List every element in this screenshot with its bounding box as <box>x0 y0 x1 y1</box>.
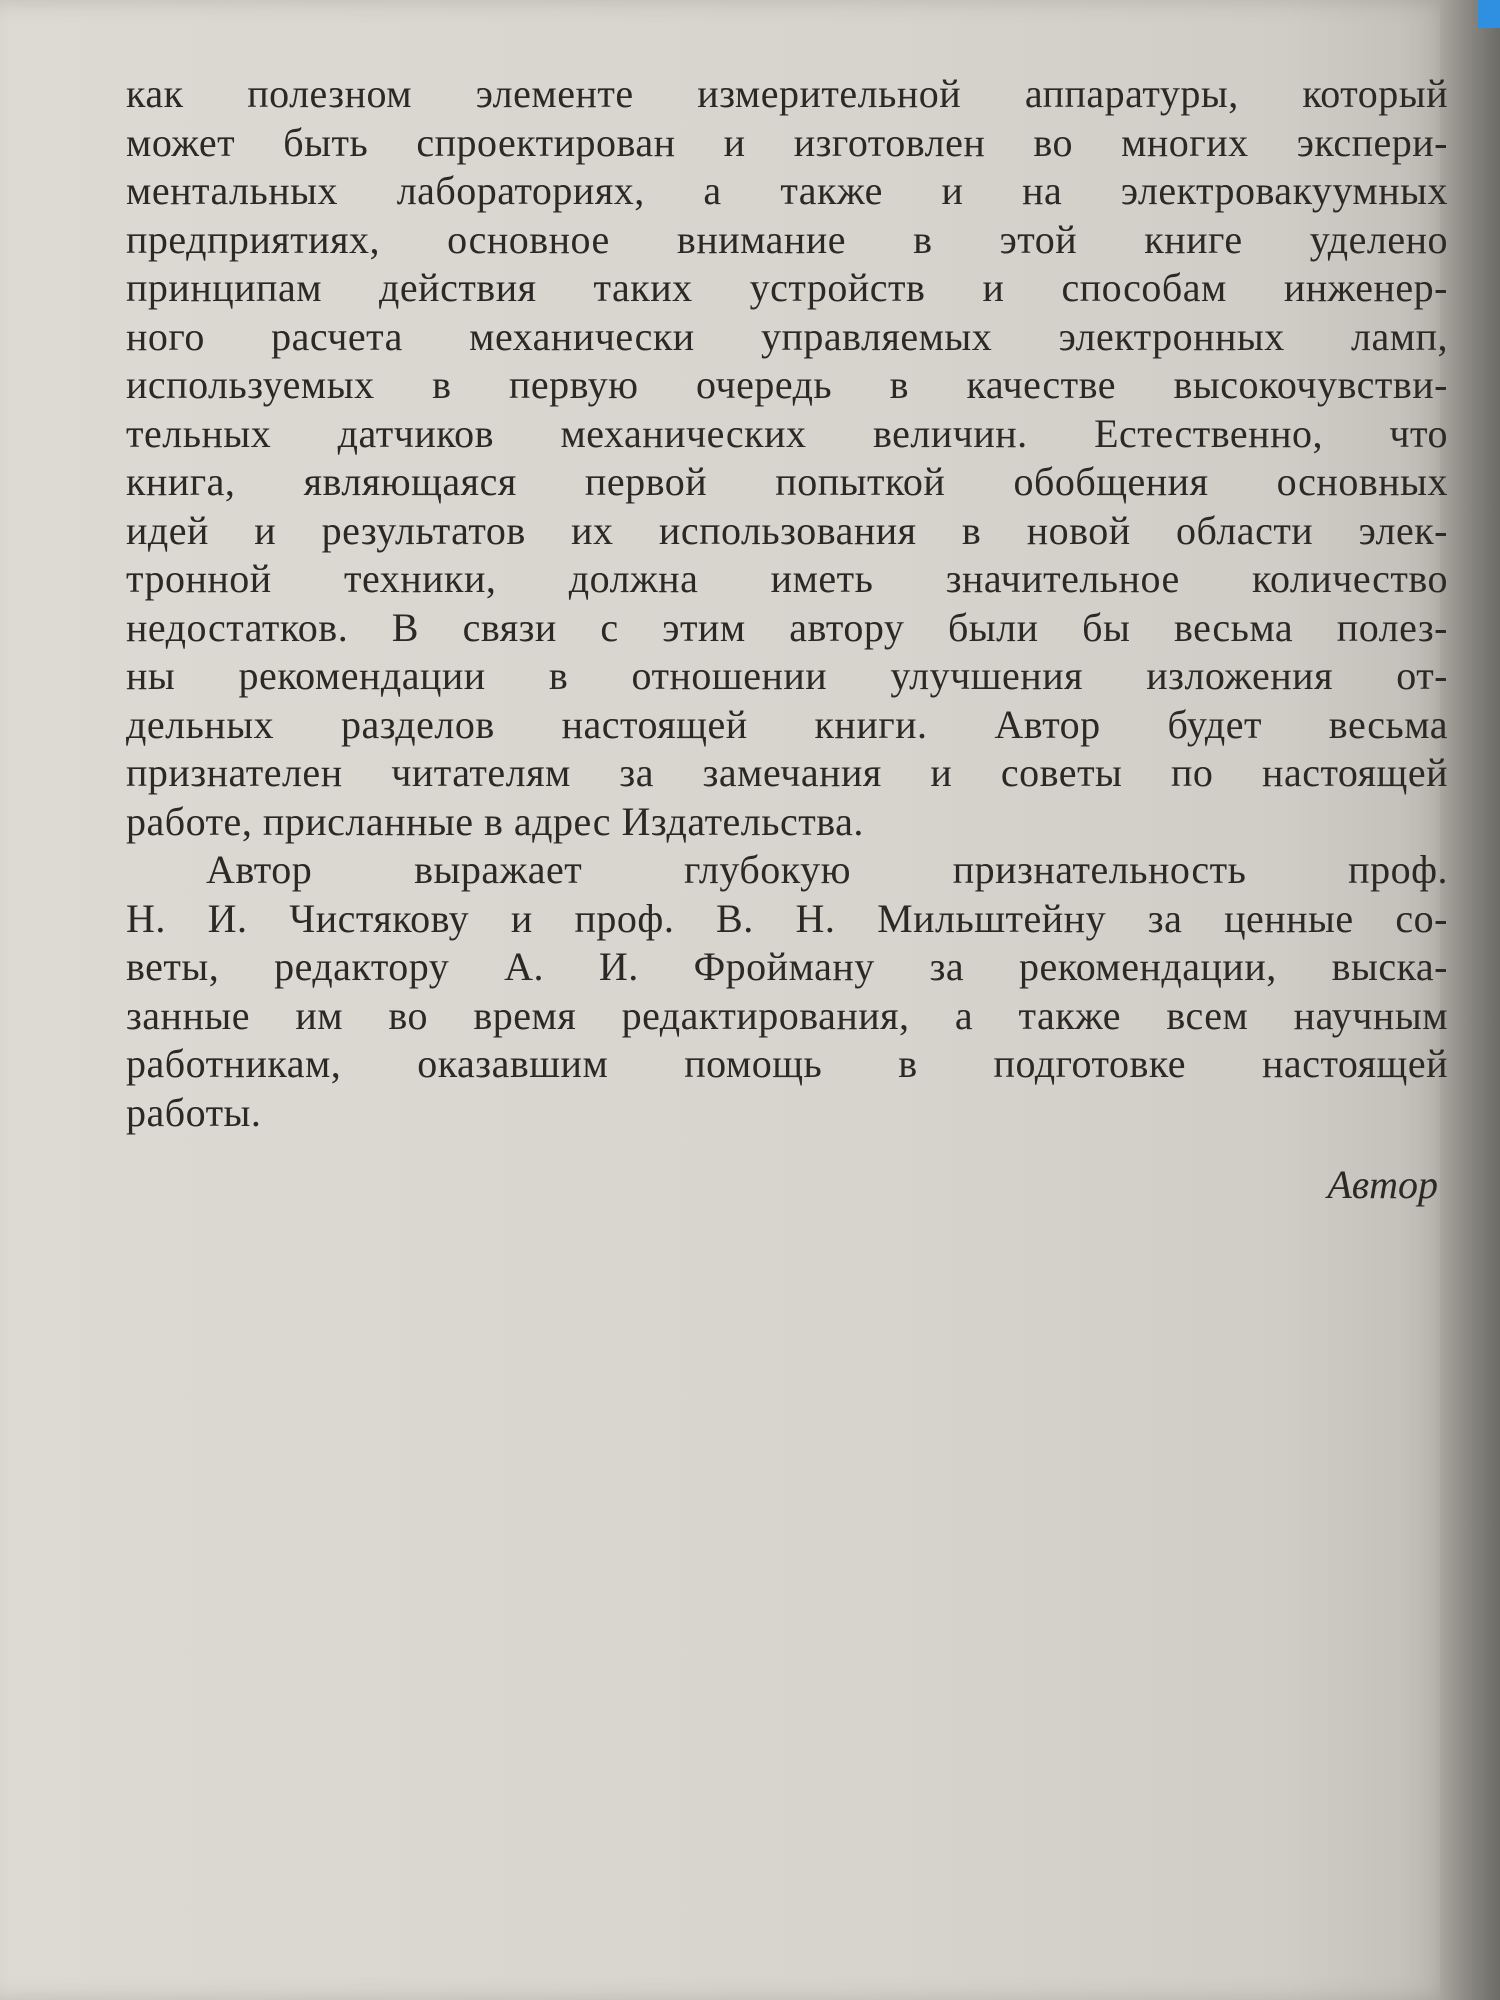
paragraph-1 <box>126 70 1448 846</box>
text-line: работы. <box>126 1089 262 1135</box>
page-edge-shadow <box>1440 0 1500 2000</box>
text-line: ны рекомендации в отношении улучшения изложения от- <box>126 653 1448 698</box>
text-line: Автор выражает глубокую признательность проф. <box>206 847 1448 892</box>
text-line: используемых в первую очередь в качестве высокочувстви- <box>126 362 1448 407</box>
text-line: может быть спроектирован и изготовлен во многих экспери- <box>126 119 1448 165</box>
text-line: Н. И. Чистякову и проф. В. Н. Мильштейну за ценные со- <box>126 895 1448 941</box>
text-line: как полезном элементе измерительной аппаратуры, который <box>126 71 1448 116</box>
text-line: дельных разделов настоящей книги. Автор будет весьма <box>126 701 1448 747</box>
text-line: тронной техники, должна иметь значительное количество <box>126 556 1448 601</box>
text-line: веты, редактору А. И. Фройману за рекомендации, выска- <box>126 944 1448 989</box>
text-line: занные им во время редактирования, а также всем научным <box>126 992 1448 1038</box>
paragraph-2 <box>126 846 1448 1137</box>
page-text <box>126 70 1448 1208</box>
text-line: работе, присланные в адрес Издательства. <box>126 798 864 844</box>
text-line: тельных датчиков механических величин. Естественно, что <box>126 410 1448 456</box>
text-line: недостатков. В связи с этим автору были бы весьма полез- <box>126 604 1448 650</box>
text-line: идей и результатов их использования в новой области элек- <box>126 507 1448 553</box>
text-line: предприятиях, основное внимание в этой книге уделено <box>126 216 1448 262</box>
text-line: ментальных лабораториях, а также и на электровакуумных <box>126 168 1448 213</box>
text-line: принципам действия таких устройств и способам инженер- <box>126 265 1448 310</box>
text-line: ного расчета механически управляемых электронных ламп, <box>126 313 1448 359</box>
text-line: работникам, оказавшим помощь в подготовке настоящей <box>126 1041 1448 1086</box>
author-signature: Автор <box>1327 1162 1438 1207</box>
text-line: признателен читателям за замечания и советы по настоящей <box>126 750 1448 795</box>
text-line: книга, являющаяся первой попыткой обобщения основных <box>126 459 1448 504</box>
background-object <box>1478 0 1500 28</box>
